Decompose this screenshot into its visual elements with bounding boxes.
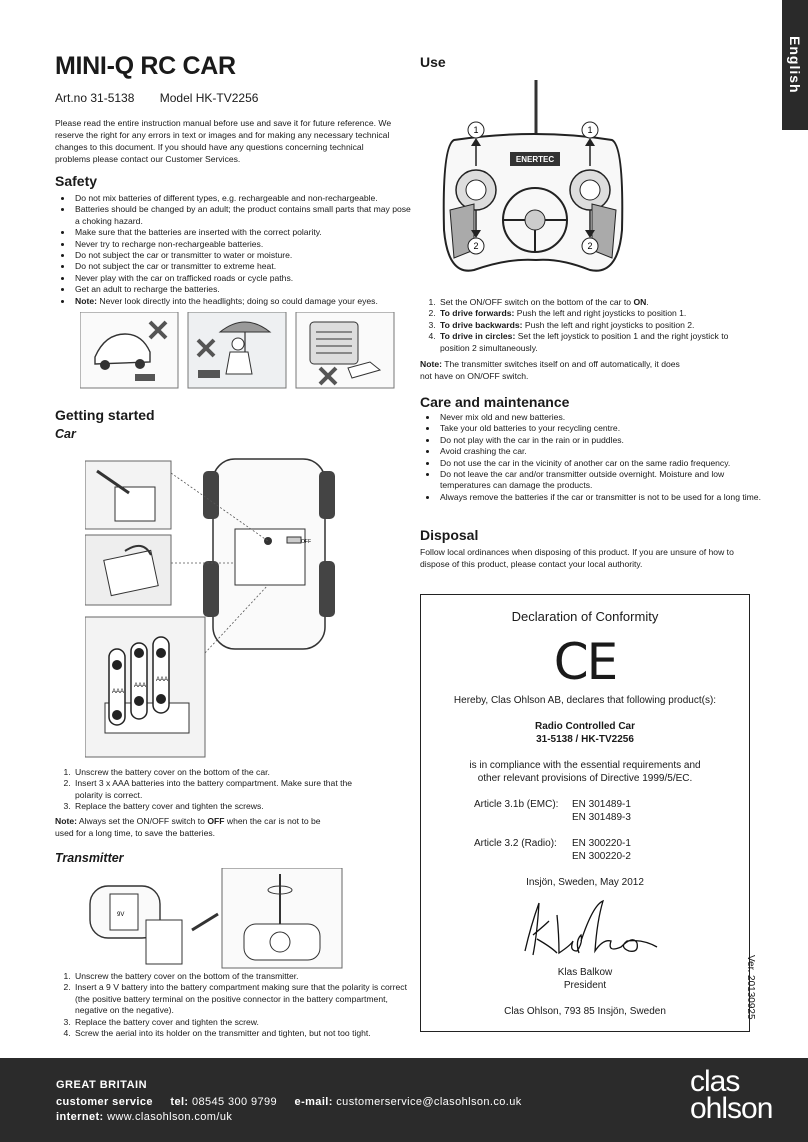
logo-line-1: clas (690, 1065, 740, 1098)
step-text: Push the left and right joysticks to position 1. (514, 308, 687, 319)
tel-label: tel: (170, 1096, 189, 1108)
note-label: Note: (75, 295, 97, 306)
car-note (55, 815, 335, 839)
list-item (438, 320, 738, 331)
list-item: 3. Replace the battery cover and tighten the screw. (73, 1017, 413, 1028)
screwdriver-icon (192, 914, 218, 930)
version-label: Ver. 20130925 (745, 955, 756, 1020)
battery-label: AAA (112, 689, 125, 695)
transmitter-front-icon (244, 924, 320, 960)
step-bold: To drive in circles: (440, 331, 516, 342)
care-list (420, 412, 768, 503)
product-name: Radio Controlled Car (534, 721, 635, 732)
cover-icon (146, 920, 182, 964)
email-value[interactable]: customerservice@clasohlson.co.uk (336, 1096, 522, 1108)
care-heading: Care and maintenance (420, 394, 570, 410)
note-text: Always set the ON/OFF switch to (76, 816, 208, 826)
logo-line-2: ohlson (690, 1092, 773, 1125)
use-note (420, 358, 680, 382)
step-text: Set the left joystick to position 1 and the right joystick to position 2 simultaneously. (440, 331, 729, 353)
declaration-box (420, 594, 750, 1032)
use-heading: Use (420, 54, 446, 70)
list-item: 1. Unscrew the battery cover on the bottom of the transmitter. (73, 971, 413, 982)
internet-label: internet: (56, 1111, 104, 1123)
note-text: when the car is not to be used for a long time, to save the batteries. (55, 816, 321, 838)
transmitter-svg (80, 868, 395, 970)
list-item (73, 296, 413, 307)
company-address: Clas Ohlson, 793 85 Insjön, Sweden (504, 1006, 666, 1017)
safety-heading: Safety (55, 173, 98, 189)
list-item: • Get an adult to recharge the batteries. (73, 284, 413, 295)
wheel-icon (203, 561, 219, 617)
safety-list (55, 193, 413, 307)
internet-value[interactable]: www.clasohlson.com/uk (107, 1111, 233, 1123)
emc-standard-1: EN 301489-1 (572, 799, 631, 810)
list-item: • Never try to recharge non-rechargeable batteries. (73, 239, 413, 250)
battery-9v-label: 9V (117, 912, 125, 918)
remote-illustration (440, 80, 625, 292)
list-item: 2. Insert a 9 V battery into the battery compartment making sure that the polarity is correct (the positive battery terminal on the positive connector in the battery compartment, negative on the negative). (73, 982, 413, 1016)
heater-icon (310, 322, 358, 364)
wheel-icon (319, 561, 335, 617)
radio-label: Article 3.2 (Radio): (474, 838, 557, 849)
page-title: MINI-Q RC CAR (55, 52, 236, 80)
language-tab (782, 0, 808, 130)
compliance-line-1: is in compliance with the essential requirements and (469, 760, 701, 771)
car-battery-illustration (85, 453, 395, 759)
product-code: 31-5138 / HK-TV2256 (536, 734, 634, 745)
step-text: Push the left and right joysticks to position 2. (522, 319, 695, 330)
step-bold: To drive backwards: (440, 319, 523, 330)
wheel-icon (319, 471, 335, 519)
note-text: Never look directly into the headlights; doing so could damage your eyes. (96, 295, 378, 306)
step-text: Set the ON/OFF switch on the bottom of the car to (440, 297, 634, 307)
position-1-label: 1 (473, 125, 479, 135)
list-item: 1. Unscrew the battery cover on the bottom of the car. (73, 767, 363, 778)
note-label: Note: (420, 359, 442, 369)
battery-label: AAA (134, 683, 147, 689)
list-item (438, 308, 738, 319)
language-tab-label: English (787, 36, 803, 94)
note-text: The transmitter switches itself on and off automatically, it does not have on ON/OFF switch. (420, 359, 680, 381)
list-item: • Do not mix batteries of different types, e.g. rechargeable and non-rechargeable. (73, 193, 413, 204)
safety-illustrations (80, 312, 395, 390)
place-date: Insjön, Sweden, May 2012 (526, 877, 644, 888)
signature-icon (511, 895, 661, 963)
compliance-line-2: other relevant provisions of Directive 1999/5/EC. (477, 773, 693, 784)
remote-svg (440, 80, 625, 292)
off-label: OFF (301, 539, 311, 545)
declaration-hereby: Hereby, Clas Ohlson AB, declares that following product(s): (453, 695, 717, 706)
small-car-icon (135, 374, 155, 381)
battery-label: AAA (156, 677, 169, 683)
person-icon (232, 338, 244, 350)
list-item: • Never mix old and new batteries. (438, 412, 768, 423)
use-steps-list (420, 297, 738, 354)
position-1-label: 1 (587, 125, 593, 135)
step-bold: To drive forwards: (440, 308, 515, 319)
car-steps-list (55, 767, 363, 813)
signatory-name: Klas Balkow (557, 967, 613, 978)
list-item: • Do not subject the car or transmitter to water or moisture. (73, 250, 413, 261)
step-text: . (646, 297, 649, 307)
list-item: 4. Screw the aerial into its holder on the transmitter and tighten, but not too tight. (73, 1028, 413, 1039)
list-item: 3. Replace the battery cover and tighten the screws. (73, 801, 363, 812)
list-item: • Do not play with the car in the rain or in puddles. (438, 435, 768, 446)
off-word: OFF (207, 816, 225, 826)
list-item (438, 297, 738, 308)
wheel-icon (203, 471, 219, 519)
list-item: • Do not use the car in the vicinity of another car on the same radio frequency. (438, 458, 768, 469)
footer-contact-line (56, 1096, 522, 1108)
article-number: Art.no 31-5138 (55, 91, 135, 105)
transmitter-illustration (80, 868, 395, 970)
customer-service-label: customer service (56, 1096, 153, 1108)
getting-started-heading: Getting started (55, 407, 155, 423)
ce-mark-icon: CE (553, 633, 617, 691)
intro-text: Please read the entire instruction manual before use and save it for future reference. We reserve the right for any errors in text or images and for making any necessary technical changes to this document. If you should have any questions concerning technical problems please contact our Customer Services. (55, 118, 392, 164)
list-item: • Avoid crashing the car. (438, 446, 768, 457)
footer (0, 1058, 808, 1142)
list-item (438, 331, 738, 354)
note-label: Note: (55, 816, 77, 826)
list-item: • Do not subject the car or transmitter to extreme heat. (73, 261, 413, 272)
wheel-icon (135, 359, 145, 369)
list-item: • Take your old batteries to your recycling centre. (438, 423, 768, 434)
radio-standard-2: EN 300220-2 (572, 851, 631, 862)
emc-label: Article 3.1b (EMC): (474, 799, 559, 810)
wheel-icon (100, 360, 110, 370)
emc-standard-2: EN 301489-3 (572, 812, 631, 823)
radio-standard-1: EN 300220-1 (572, 838, 631, 849)
email-label: e-mail: (294, 1096, 333, 1108)
car-heading: Car (55, 427, 76, 441)
transmitter-heading: Transmitter (55, 851, 124, 865)
list-item: • Batteries should be changed by an adult; the product contains small parts that may pose a choking hazard. (73, 204, 413, 227)
signatory-title: President (563, 980, 607, 991)
small-car-icon (198, 370, 220, 378)
list-item: • Make sure that the batteries are inserted with the correct polarity. (73, 227, 413, 238)
tel-value[interactable]: 08545 300 9799 (191, 1096, 278, 1108)
list-item: • Never play with the car on trafficked roads or cycle paths. (73, 273, 413, 284)
list-item: • Always remove the batteries if the car or transmitter is not to be used for a long time. (438, 492, 768, 503)
position-2-label: 2 (587, 241, 593, 251)
car-battery-svg (85, 453, 395, 759)
brand-logo (690, 1065, 773, 1125)
model-number: Model HK-TV2256 (159, 91, 259, 105)
switch-icon (287, 537, 301, 543)
step-bold: ON (633, 297, 647, 307)
battery-cover-icon (115, 487, 155, 521)
safety-illustration-svg (80, 312, 395, 390)
list-item: 2. Insert 3 x AAA batteries into the battery compartment. Make sure that the polarity is correct. (73, 778, 363, 801)
footer-country: GREAT BRITAIN (56, 1079, 148, 1091)
remote-brand-label: ENERTEC (515, 155, 555, 164)
disposal-text: Follow local ordinances when disposing of this product. If you are unsure of how to dispose of this product, please contact your local authority. (420, 547, 734, 569)
transmitter-steps-list (55, 971, 413, 1039)
declaration-heading: Declaration of Conformity (511, 609, 659, 624)
footer-internet-line (56, 1111, 232, 1123)
article-line (55, 91, 280, 105)
disposal-heading: Disposal (420, 527, 479, 543)
list-item: • Do not leave the car and/or transmitter outside overnight. Moisture and low temperatures can damage the products. (438, 469, 768, 492)
position-2-label: 2 (473, 241, 479, 251)
